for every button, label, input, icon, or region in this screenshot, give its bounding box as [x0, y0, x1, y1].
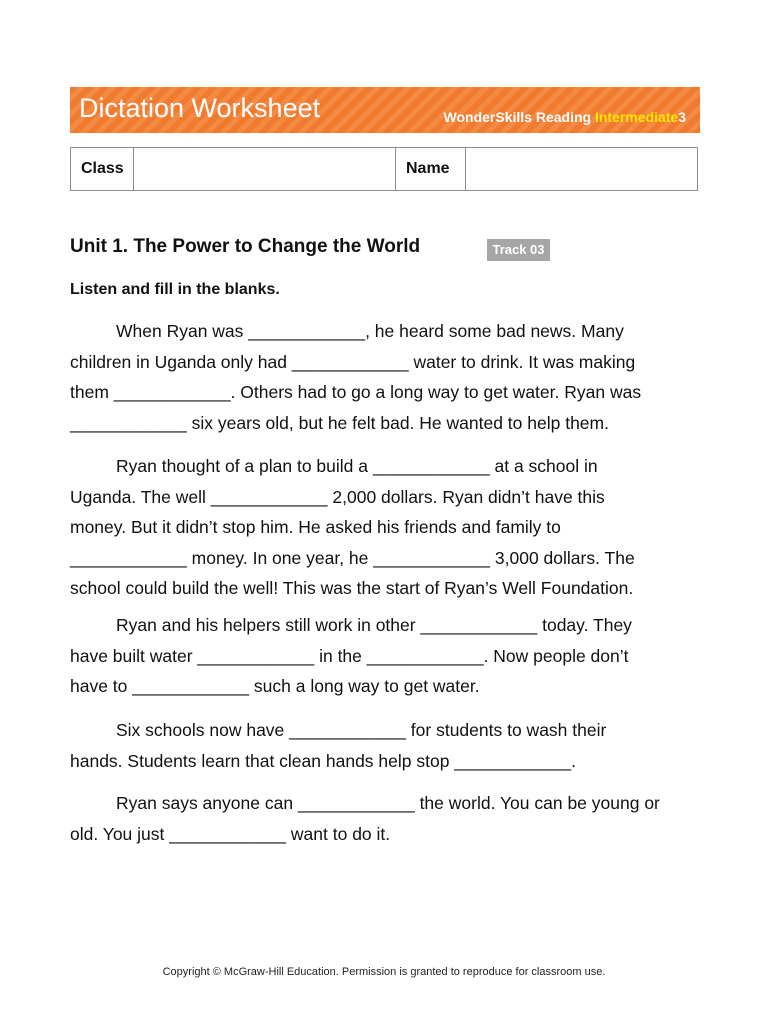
passage-paragraph-2: Ryan thought of a plan to build a ____________ at a school in Uganda. The well ____________ 2,000 dollars. Ryan didn’t have this money. But it didn’t stop him. He asked his friends and family to ____________ money. In one year, he ____________ 3,000 dollars. The school could build the well! This was the start of Ryan’s Well Foundation.: [70, 456, 635, 598]
class-name-table: [70, 147, 698, 191]
passage-paragraph-4: Six schools now have ____________ for students to wash their hands. Students learn that clean hands help stop ____________.: [70, 720, 607, 771]
series-level: Intermediate: [594, 109, 679, 125]
name-label: Name: [396, 148, 466, 191]
class-field[interactable]: [134, 148, 396, 191]
series-number: 3: [678, 109, 686, 125]
series-prefix: WonderSkills Reading: [443, 109, 595, 125]
series-label: [444, 109, 686, 125]
name-field[interactable]: [466, 148, 698, 191]
worksheet-title: Dictation Worksheet: [79, 93, 321, 123]
class-label: Class: [71, 148, 134, 191]
info-row: [71, 148, 698, 191]
passage-paragraph-5: Ryan says anyone can ____________ the world. You can be young or old. You just ____________ want to do it.: [70, 793, 660, 844]
title-banner: [70, 87, 700, 133]
passage-paragraph-3: Ryan and his helpers still work in other ____________ today. They have built water ____________ in the ____________. Now people don’t have to ____________ such a long way to get water.: [70, 615, 632, 696]
track-badge: Track 03: [487, 239, 550, 261]
instruction: Listen and fill in the blanks.: [70, 281, 280, 298]
unit-title: Unit 1. The Power to Change the World: [70, 236, 421, 257]
copyright-footer: Copyright © McGraw-Hill Education. Permission is granted to reproduce for classroom use.: [162, 966, 606, 978]
passage-paragraph-1: When Ryan was ____________, he heard some bad news. Many children in Uganda only had ____________ water to drink. It was making them ____________. Others had to go a long way to get water. Ryan was ____________ six years old, but he felt bad. He wanted to help them.: [70, 321, 642, 433]
